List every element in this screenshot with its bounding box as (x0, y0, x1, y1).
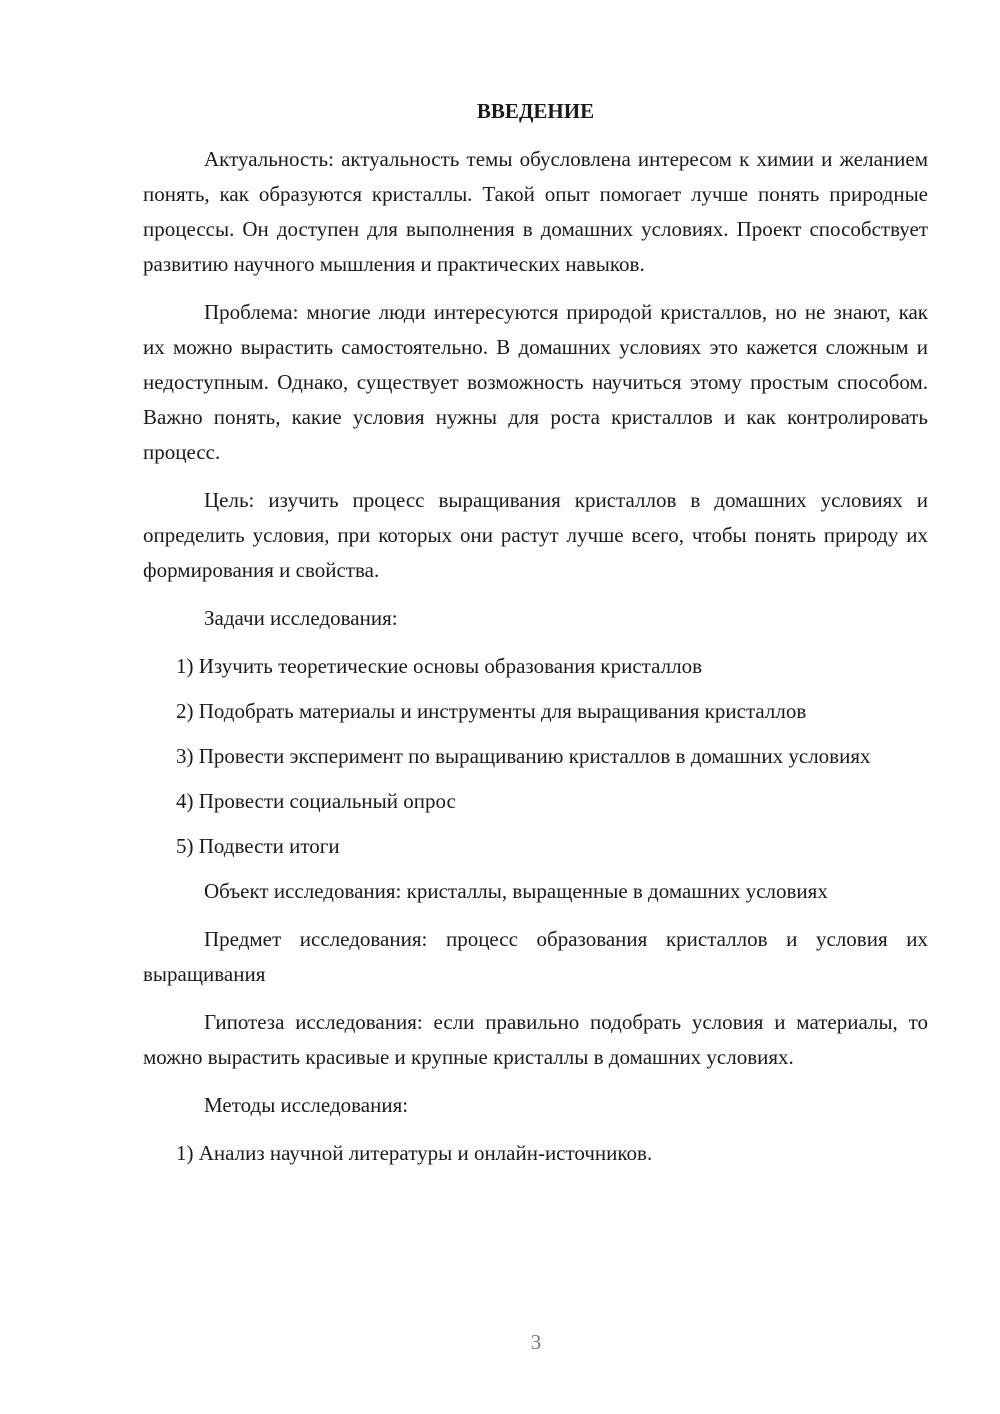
task-item: 3) Провести эксперимент по выращиванию кристаллов в домашних условиях (176, 744, 871, 768)
goal-paragraph: Цель: изучить процесс выращивания кристаллов в домашних условиях и определить условия, при которых они растут лучше всего, чтобы понять природу их формирования и свойства. (143, 488, 928, 582)
task-item: 5) Подвести итоги (176, 834, 340, 858)
task-item: 4) Провести социальный опрос (176, 789, 456, 813)
object-paragraph: Объект исследования: кристаллы, выращенные в домашних условиях (204, 879, 828, 903)
page-number: 3 (530, 1330, 542, 1354)
page-content (143, 96, 928, 1181)
methods-heading: Методы исследования: (204, 1093, 409, 1117)
problem-paragraph: Проблема: многие люди интересуются природой кристаллов, но не знают, как их можно вырастить самостоятельно. В домашних условиях это кажется сложным и недоступным. Однако, существует возможность научиться этому простым способом. Важно понять, какие условия нужны для роста кристаллов и как контролировать процесс. (143, 300, 928, 464)
method-item: 1) Анализ научной литературы и онлайн-источников. (176, 1141, 653, 1165)
page-title: ВВЕДЕНИЕ (476, 99, 595, 123)
subject-paragraph: Предмет исследования: процесс образования кристаллов и условия их выращивания (143, 927, 928, 986)
task-item: 2) Подобрать материалы и инструменты для выращивания кристаллов (176, 699, 807, 723)
tasks-heading: Задачи исследования: (204, 606, 398, 630)
task-item: 1) Изучить теоретические основы образования кристаллов (176, 654, 702, 678)
relevance-paragraph: Актуальность: актуальность темы обусловлена интересом к химии и желанием понять, как образуются кристаллы. Такой опыт помогает лучше понять природные процессы. Он доступен для выполнения в домашних условиях. Проект способствует развитию научного мышления и практических навыков. (143, 147, 928, 276)
hypothesis-paragraph: Гипотеза исследования: если правильно подобрать условия и материалы, то можно вырастить красивые и крупные кристаллы в домашних условиях. (143, 1010, 928, 1069)
